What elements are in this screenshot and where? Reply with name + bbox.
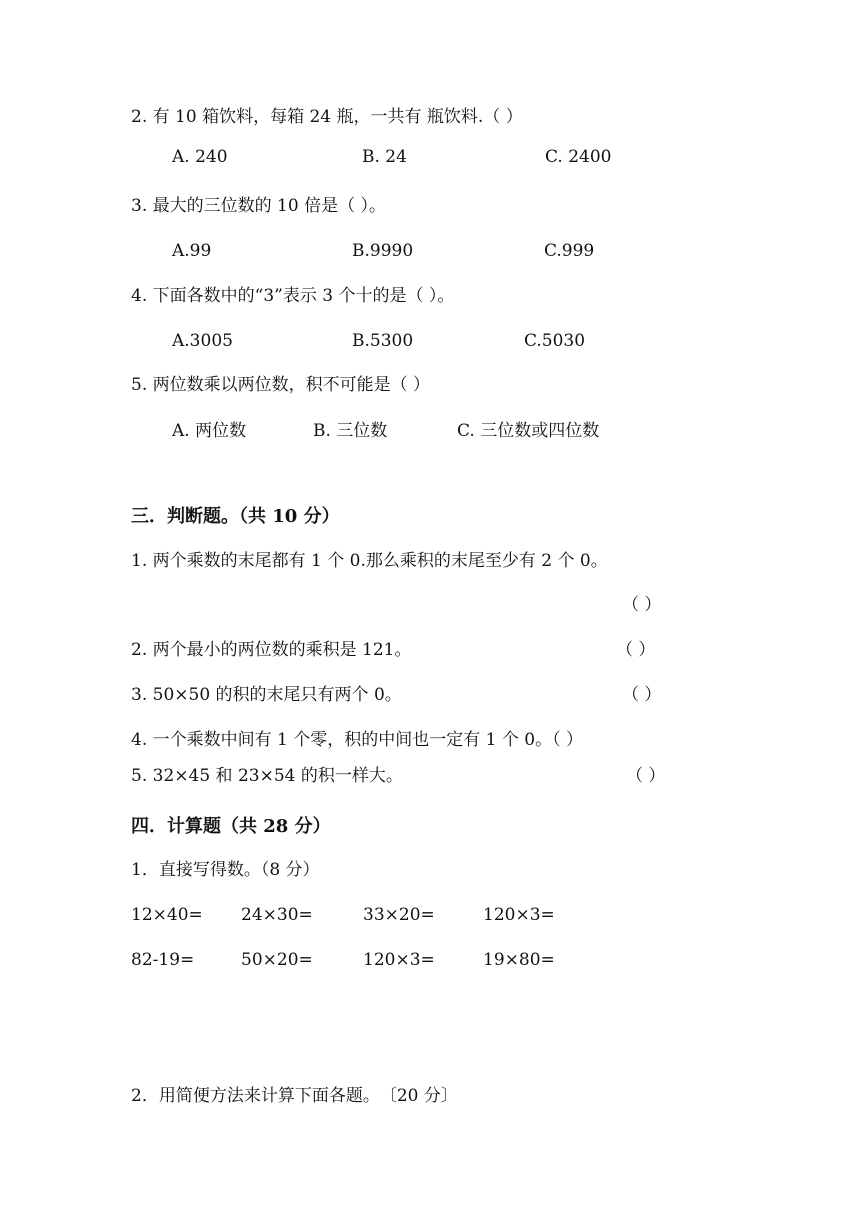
q4-stem: 4. 下面各数中的“3”表示 3 个十的是（ ）。 [131, 286, 455, 306]
calc-expr: 19×80= [483, 950, 555, 970]
judge-section-title: 三．判断题。（共 10 分） [131, 506, 340, 527]
judge-item-2: 2. 两个最小的两位数的乘积是 121。 [131, 640, 412, 660]
calc-expr: 50×20= [241, 950, 313, 970]
calc-expr: 120×3= [483, 905, 555, 925]
q3-stem: 3. 最大的三位数的 10 倍是（ ）。 [131, 196, 386, 216]
calc-expr: 24×30= [241, 905, 313, 925]
q2-stem: 2. 有 10 箱饮料，每箱 24 瓶，一共有 瓶饮料.（ ） [131, 107, 523, 127]
judge-item-2-blank[interactable]: （ ） [616, 640, 656, 660]
judge-item-5-blank[interactable]: （ ） [626, 766, 666, 786]
q4-option-c: C.5030 [524, 331, 586, 351]
calc-expr: 82-19= [131, 950, 195, 970]
q3-option-a: A.99 [172, 241, 212, 261]
judge-item-5: 5. 32×45 和 23×54 的积一样大。 [131, 766, 403, 786]
judge-item-3-blank[interactable]: （ ） [622, 685, 662, 705]
q2-option-c: C. 2400 [545, 147, 612, 167]
calc-expr: 120×3= [363, 950, 435, 970]
q2-option-a: A. 240 [172, 147, 228, 167]
calc-sub1-title: 1．直接写得数。（8 分） [131, 860, 320, 880]
calc-expr: 12×40= [131, 905, 203, 925]
q4-option-b: B.5300 [352, 331, 414, 351]
q5-stem: 5. 两位数乘以两位数，积不可能是（ ） [131, 375, 431, 395]
q2-option-b: B. 24 [362, 147, 407, 167]
calc-expr: 33×20= [363, 905, 435, 925]
q5-option-a: A. 两位数 [172, 421, 247, 441]
judge-item-1: 1. 两个乘数的末尾都有 1 个 0.那么乘积的末尾至少有 2 个 0。 [131, 551, 608, 571]
q3-option-b: B.9990 [352, 241, 414, 261]
judge-item-3: 3. 50×50 的积的末尾只有两个 0。 [131, 685, 402, 705]
q4-option-a: A.3005 [172, 331, 233, 351]
judge-item-1-blank[interactable]: （ ） [622, 595, 662, 615]
judge-item-4: 4. 一个乘数中间有 1 个零，积的中间也一定有 1 个 0。（ ） [131, 730, 583, 750]
calc-section-title: 四．计算题（共 28 分） [131, 816, 331, 837]
calc-sub2-title: 2．用简便方法来计算下面各题。 〔20 分〕 [131, 1086, 458, 1106]
q5-option-b: B. 三位数 [313, 421, 388, 441]
q3-option-c: C.999 [544, 241, 595, 261]
q5-option-c: C. 三位数或四位数 [457, 421, 600, 441]
